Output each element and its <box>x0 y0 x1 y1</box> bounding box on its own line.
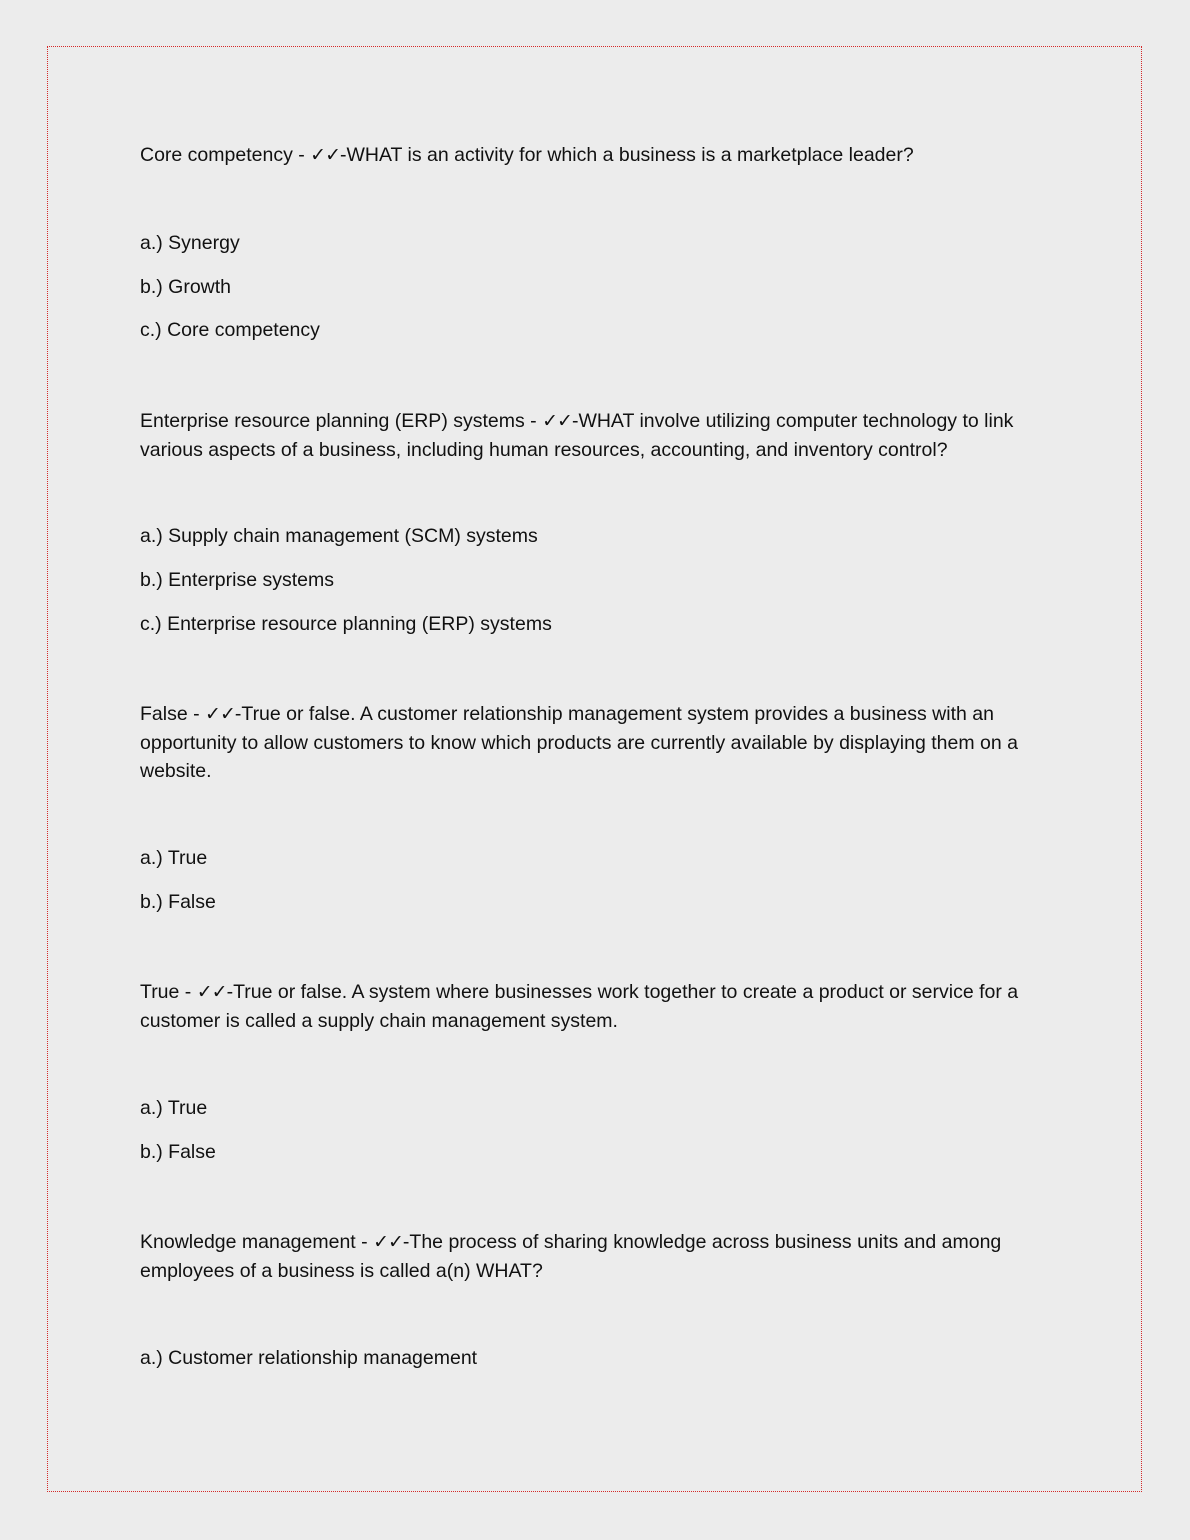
question-3-text: True or false. A customer relationship management system provides a business with an opportunity to allow customers to know which products are currently available by displaying them on a website. <box>140 703 1018 782</box>
question-2-option-c: c.) Enterprise resource planning (ERP) systems <box>140 613 552 635</box>
check-marks-icon: ✓✓ <box>205 703 235 725</box>
question-3: False - ✓✓-True or false. A customer relationship management system provides a business with an opportunity to allow customers to know which products are currently available by displaying them on a website. <box>140 703 1018 782</box>
question-2-text: WHAT involve utilizing computer technology to link various aspects of a business, including human resources, accounting, and inventory control? <box>140 410 1014 461</box>
question-4-text: True or false. A system where businesses work together to create a product or service for a customer is called a supply chain management system. <box>140 981 1019 1032</box>
question-1-option-a: a.) Synergy <box>140 232 240 254</box>
question-3-answer: False <box>140 703 188 725</box>
question-4-option-a: a.) True <box>140 1097 208 1119</box>
question-1-option-c: c.) Core competency <box>140 319 320 341</box>
question-5-answer: Knowledge management <box>140 1231 356 1253</box>
question-1-answer: Core competency <box>140 144 293 166</box>
check-marks-icon: ✓✓ <box>310 144 341 166</box>
question-2-answer: Enterprise resource planning (ERP) systems <box>140 410 525 432</box>
question-4-answer: True <box>140 981 180 1003</box>
question-4-option-b: b.) False <box>140 1141 216 1163</box>
question-3-option-b: b.) False <box>140 891 216 913</box>
check-marks-icon: ✓✓ <box>542 410 572 432</box>
question-2-option-b: b.) Enterprise systems <box>140 569 334 591</box>
question-1: Core competency - ✓✓-WHAT is an activity for which a business is a marketplace leader? <box>140 144 914 166</box>
question-5: Knowledge management - ✓✓-The process of sharing knowledge across business units and among employees of a business is called a(n) WHAT? <box>140 1231 1002 1282</box>
check-marks-icon: ✓✓ <box>373 1231 403 1253</box>
check-marks-icon: ✓✓ <box>196 981 227 1003</box>
question-5-option-a: a.) Customer relationship management <box>140 1347 478 1369</box>
question-4: True - ✓✓-True or false. A system where businesses work together to create a product or service for a customer is called a supply chain management system. <box>140 981 1019 1032</box>
question-1-option-b: b.) Growth <box>140 276 232 298</box>
question-2-option-a: a.) Supply chain management (SCM) systems <box>140 525 538 547</box>
question-3-option-a: a.) True <box>140 847 208 869</box>
question-1-text: WHAT is an activity for which a business is a marketplace leader? <box>346 144 914 166</box>
question-5-text: The process of sharing knowledge across business units and among employees of a business is called a(n) WHAT? <box>140 1231 1002 1282</box>
question-2: Enterprise resource planning (ERP) systems - ✓✓-WHAT involve utilizing computer technology to link various aspects of a business, including human resources, accounting, and inventory control? <box>140 410 1014 461</box>
